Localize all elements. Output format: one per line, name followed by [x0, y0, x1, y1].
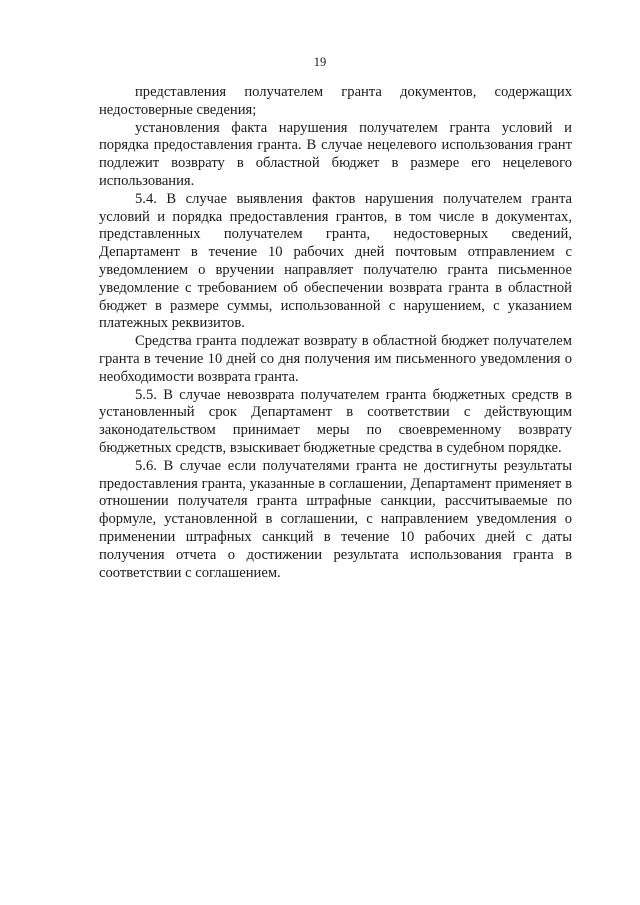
paragraph-5-5: 5.5. В случае невозврата получателем гранта бюджетных средств в установленный срок Департамент в соответствии с действующим законодательством принимает меры по своевременному возврату бюджетных средств, взыскивает бюджетные средства в судебном порядке.: [99, 386, 572, 456]
paragraph-5-4: 5.4. В случае выявления фактов нарушения получателем гранта условий и порядка предоставления грантов, в том числе в документах, представленных получателем гранта, недостоверных сведений, Департамент в течение 10 рабочих дней почтовым отправлением с уведомлением о вручении направляет получателю гранта письменное уведомление с требованием об обеспечении возврата гранта в областной бюджет в размере суммы, использованной с нарушением, с указанием платежных реквизитов.: [99, 190, 572, 332]
page-number: 19: [313, 55, 327, 69]
paragraph-5-6: 5.6. В случае если получателями гранта не достигнуты результаты предоставления гранта, указанные в соглашении, Департамент применяет в отношении получателя гранта штрафные санкции, рассчитываемые по формуле, установленной в соглашении, с направлением уведомления о применении штрафных санкций в течение 10 рабочих дней с даты получения отчета о достижении результата использования гранта в соответствии с соглашением.: [99, 457, 572, 581]
paragraph-violation-clause: установления факта нарушения получателем гранта условий и порядка предоставления гранта. В случае нецелевого использования грант подлежит возврату в областной бюджет в размере его нецелевого использования.: [99, 119, 572, 189]
paragraph-documents-clause: представления получателем гранта документов, содержащих недостоверные сведения;: [99, 84, 572, 118]
document-body: [99, 84, 572, 582]
paragraph-return-deadline: Средства гранта подлежат возврату в областной бюджет получателем гранта в течение 10 дней со дня получения им письменного уведомления о необходимости возврата гранта.: [99, 333, 572, 385]
